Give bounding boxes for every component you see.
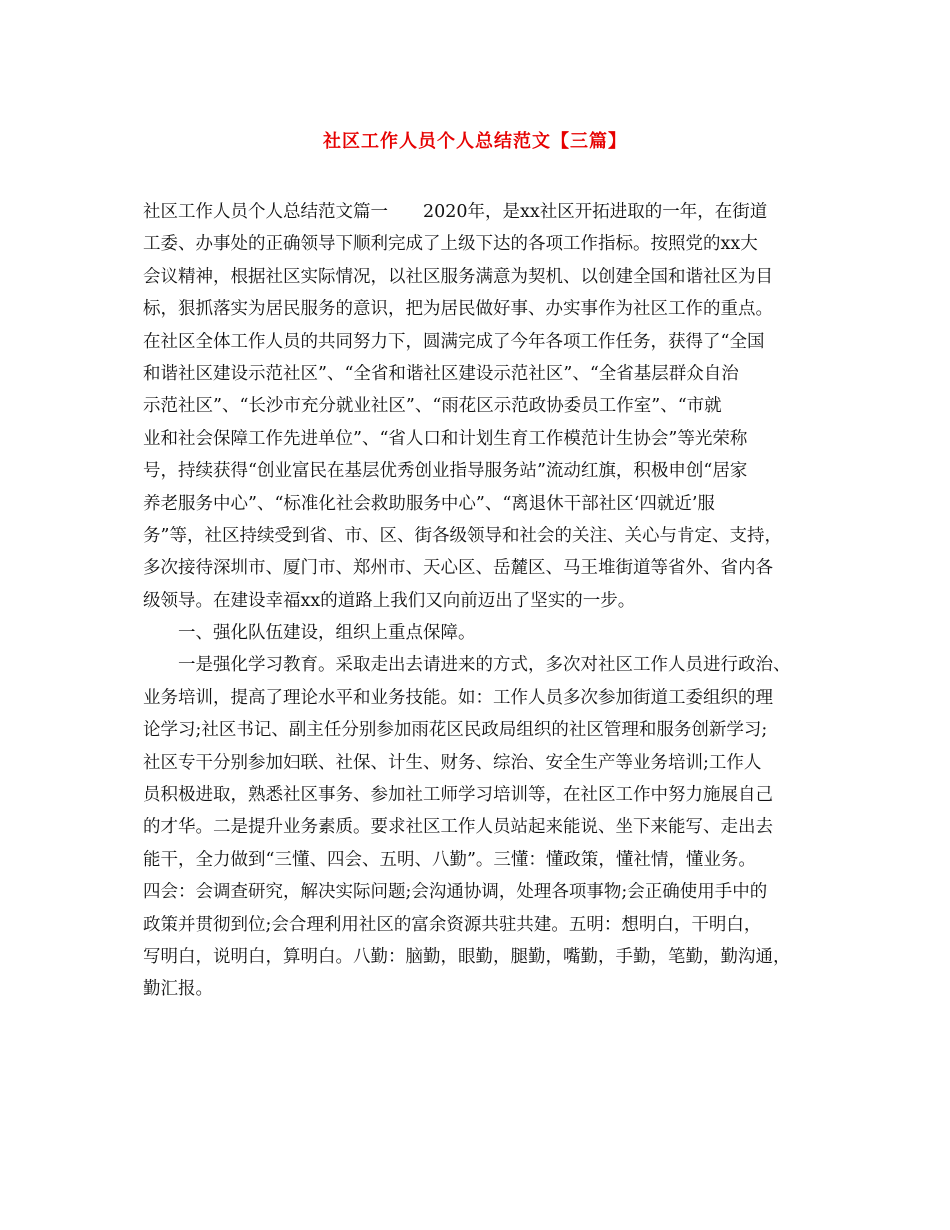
text-line: 级领导。在建设幸福xx的道路上我们又向前迈出了坚实的一步。 <box>143 590 636 611</box>
text-line: 社区专干分别参加妇联、社保、计生、财务、综治、安全生产等业务培训;工作人 <box>143 752 762 773</box>
text-line: 业和社会保障工作先进单位”、“省人口和计划生育工作模范计生协会”等光荣称 <box>143 428 748 449</box>
text-line: 业务培训，提高了理论水平和业务技能。如：工作人员多次参加街道工委组织的理 <box>143 687 773 708</box>
text-line: 一、强化队伍建设，组织上重点保障。 <box>143 623 476 644</box>
text-line: 能干，全力做到“三懂、四会、五明、八勤”。三懂：懂政策，懂社情，懂业务。 <box>143 849 756 870</box>
text-line: 多次接待深圳市、厦门市、郑州市、天心区、岳麓区、马王堆街道等省外、省内各 <box>143 558 773 579</box>
text-line: 示范社区”、“长沙市充分就业社区”、“雨花区示范政协委员工作室”、“市就 <box>143 396 722 417</box>
text-line: 写明白，说明白，算明白。八勤：脑勤，眼勤，腿勤，嘴勤，手勤，笔勤，勤沟通， <box>143 946 791 967</box>
text-line: 号，持续获得“创业富民在基层优秀创业指导服务站”流动红旗，积极申创“居家 <box>143 461 748 482</box>
text-line: 养老服务中心”、“标准化社会救助服务中心”、“离退休干部社区‘四就近’服 <box>143 493 715 514</box>
text-line: 工委、办事处的正确领导下顺利完成了上级下达的各项工作指标。按照党的xx大 <box>143 234 758 255</box>
text-line: 政策并贯彻到位;会合理利用社区的富余资源共驻共建。五明：想明白，干明白， <box>143 914 762 935</box>
text-line: 和谐社区建设示范社区”、“全省和谐社区建设示范社区”、“全省基层群众自治 <box>143 363 739 384</box>
text-line: 四会：会调查研究，解决实际问题;会沟通协调，处理各项事物;会正确使用手中的 <box>143 882 768 903</box>
text-line: 在社区全体工作人员的共同努力下，圆满完成了今年各项工作任务，获得了“全国 <box>143 331 765 352</box>
text-line: 社区工作人员个人总结范文篇一 2020年，是xx社区开拓进取的一年，在街道 <box>143 202 768 222</box>
text-line: 一是强化学习教育。采取走出去请进来的方式，多次对社区工作人员进行政治、 <box>143 655 791 676</box>
text-line: 标，狠抓落实为居民服务的意识，把为居民做好事、办实事作为社区工作的重点。 <box>143 299 773 320</box>
text-line: 勤汇报。 <box>143 979 213 1000</box>
text-line: 的才华。二是提升业务素质。要求社区工作人员站起来能说、坐下来能写、走出去 <box>143 817 773 838</box>
text-line: 论学习;社区书记、副主任分别参加雨花区民政局组织的社区管理和服务创新学习; <box>143 720 768 741</box>
text-line: 会议精神，根据社区实际情况，以社区服务满意为契机、以创建全国和谐社区为目 <box>143 266 773 287</box>
text-line: 员积极进取，熟悉社区事务、参加社工师学习培训等，在社区工作中努力施展自己 <box>143 785 773 806</box>
document-body <box>143 196 823 1006</box>
text-line: 务”等，社区持续受到省、市、区、街各级领导和社会的关注、关心与肯定、支持， <box>143 525 782 546</box>
document-title: 社区工作人员个人总结范文【三篇】 <box>323 131 627 152</box>
